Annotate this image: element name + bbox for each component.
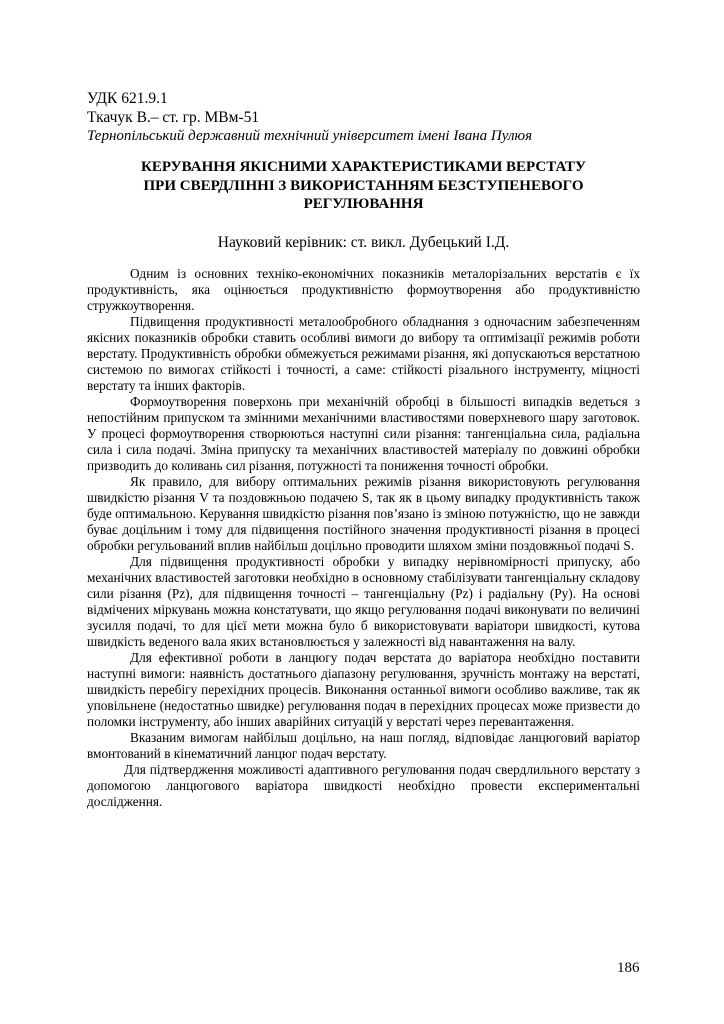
body-paragraph: Як правило, для вибору оптимальних режимів різання використовують регулювання швидкістю різання V та поздовжньою подачею S, так як в цьому випадку продуктивність також буде оптимальною. Керування швидкістю різання пов’язано із зміною потужністю, що не завжди буває доцільним і тому для підвищення постійного значення продуктивності різання в процесі обробки регульований вплив найбільш доцільно проводити шляхом зміни поздовжньої подачі S. bbox=[87, 474, 640, 553]
affiliation: Тернопільський державний технічний університет імені Івана Пулюя bbox=[87, 128, 533, 144]
body-paragraph: Формоутворення поверхонь при механічній обробці в більшості випадків ведеться з непостійним припуском та змінними механічними властивостями поверхневого шару заготовок. У процесі формоутворення створюються наступні сили різання: тангенціальна сила, радіальна сила і сила подачі. Зміна припуску та механічних властивостей матеріалу по довжині обробки призводить до коливань сил різання, потужності та пониження точності обробки. bbox=[87, 394, 640, 473]
body-paragraph: Одним із основних техніко-економічних показників металорізальних верстатів є їх продуктивність, яка оцінюється продуктивністю формоутворення або продуктивністю стружкоутворення. bbox=[87, 266, 640, 313]
body-paragraph: Вказаним вимогам найбільш доцільно, на наш погляд, відповідає ланцюговий варіатор вмонтований в кінематичний ланцюг подач верстату. bbox=[87, 730, 640, 761]
udk-code: УДК 621.9.1 bbox=[87, 90, 168, 107]
title-line: КЕРУВАННЯ ЯКІСНИМИ ХАРАКТЕРИСТИКАМИ ВЕРСТАТУ bbox=[141, 159, 586, 175]
body-paragraph: Для підвищення продуктивності обробки у випадку нерівномірності припуску, або механічних властивостей заготовки необхідно в основному стабілізувати тангенціальну складову сили різання (Pz), для підвищення точності – тангенціальну (Pz) і радіальну (Py). На основі відмічених міркувань можна констатувати, що якщо регулювання подачі виконувати по величині зусилля подачі, то для цієї мети можна було б використовувати варіатори швидкості, кутова швидкість веденого вала яких встановлюється у залежності від навантаження на валу. bbox=[87, 554, 640, 649]
body-paragraph: Для підтвердження можливості адаптивного регулювання подач свердлильного верстату з допомогою ланцюгового варіатора швидкості необхідно провести експериментальні дослідження. bbox=[87, 762, 640, 809]
paper-title bbox=[87, 158, 640, 214]
body-paragraph: Підвищення продуктивності металообробного обладнання з одночасним забезпеченням якісних показників обробки ставить особливі вимоги до вибору та оптимізації режимів роботи верстату. Продуктивність обробки обмежується режимами різання, які допускаються верстатною системою по вимогах стійкості і точності, а саме: стійкості різального інструменту, міцності верстату та інших факторів. bbox=[87, 314, 640, 393]
title-line: ПРИ СВЕРДЛІННІ З ВИКОРИСТАННЯМ БЕЗСТУПЕНЕВОГО bbox=[143, 177, 584, 194]
page-number: 186 bbox=[617, 960, 640, 976]
title-line: РЕГУЛЮВАННЯ bbox=[303, 196, 424, 212]
paper-body bbox=[87, 266, 640, 810]
author-line: Ткачук В.– ст. гр. МВм-51 bbox=[87, 109, 260, 126]
supervisor-line: Науковий керівник: ст. викл. Дубецький І.Д. bbox=[217, 234, 510, 251]
body-paragraph: Для ефективної роботи в ланцюгу подач верстата до варіатора необхідно поставити наступні вимоги: наявність достатнього діапазону регулювання, зручність монтажу на верстаті, швидкість перебігу перехідних процесів. Виконання останньої вимоги особливо важливе, так як уповільнене (недостатньо швидке) регулювання подач в перехідних процесах може призвести до поломки інструменту, або інших аварійних ситуацій у верстаті через перевантаження. bbox=[87, 650, 640, 729]
